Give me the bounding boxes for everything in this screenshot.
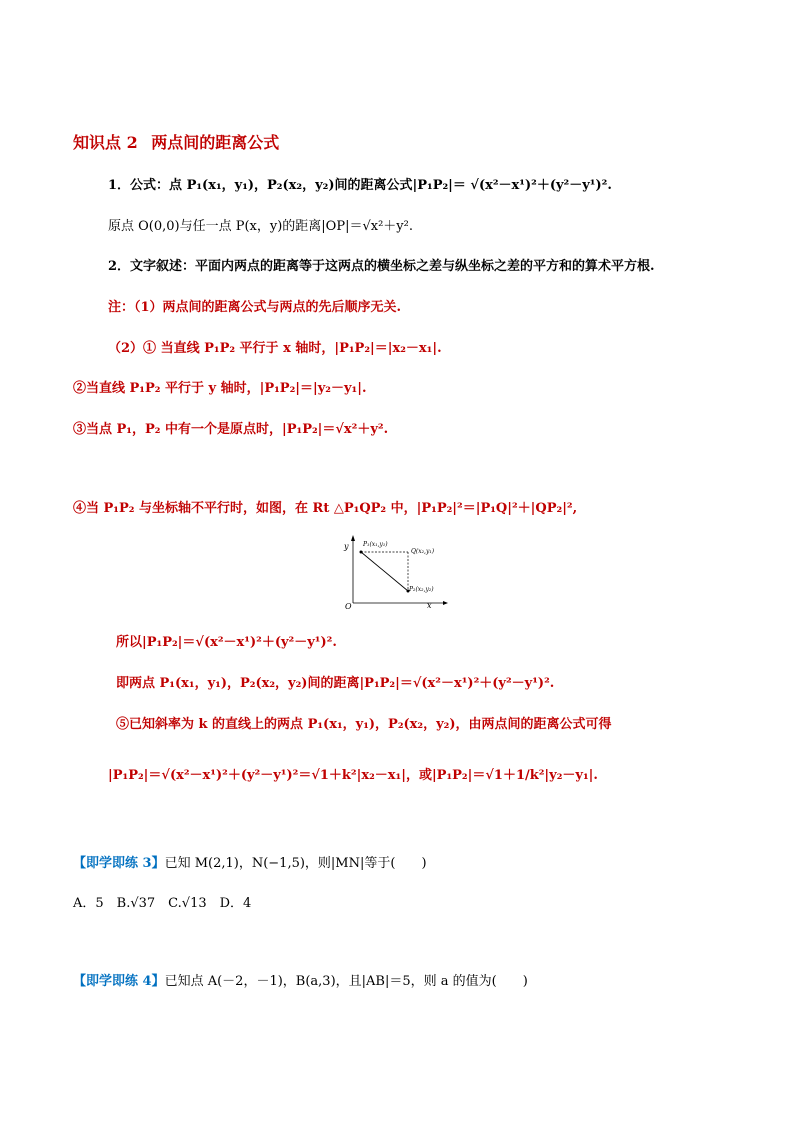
section-text: 两点间的距离公式 xyxy=(151,133,280,152)
note-1-line: 注：（1）两点间的距离公式与两点的先后顺序无关. xyxy=(108,300,402,315)
formula-line: 1．公式：点 P₁(x₁，y₁)，P₂(x₂，y₂)间的距离公式|P₁P₂|＝ √(x²－x¹)²＋(y²－y¹)². xyxy=(108,178,612,193)
exercise-3-options: A．5 B.√37 C.√13 D．4 xyxy=(73,896,252,911)
exercise-4-text: 已知点 A(－2，－1)，B(a,3)，且|AB|＝5，则 a 的值为( ) xyxy=(164,974,528,989)
p1-label: P₁(x₁,y₁) xyxy=(363,541,388,548)
exercise-3-text: 已知 M(2,1)，N(−1,5)，则|MN|等于( ) xyxy=(164,856,427,871)
x-axis-label: x xyxy=(427,601,432,610)
section-title xyxy=(73,130,279,153)
note-2-2-line: ②当直线 P₁P₂ 平行于 y 轴时，|P₁P₂|＝|y₂－y₁|. xyxy=(73,381,367,396)
so-line: 所以|P₁P₂|＝√(x²－x¹)²＋(y²－y¹)². xyxy=(116,635,337,650)
x-axis-arrow xyxy=(443,601,448,605)
note-2-4-line: ④当 P₁P₂ 与坐标轴不平行时，如图，在 Rt △P₁QP₂ 中，|P₁P₂|²＝|P₁Q|²＋|QP₂|², xyxy=(73,501,578,516)
text-description-line: 2．文字叙述：平面内两点的距离等于这两点的横坐标之差与纵坐标之差的平方和的算术平方根. xyxy=(108,259,655,274)
note-2-5-line: ⑤已知斜率为 k 的直线上的两点 P₁(x₁，y₁)，P₂(x₂，y₂)，由两点间的距离公式可得 xyxy=(116,717,612,732)
y-axis-label: y xyxy=(344,542,349,551)
coordinate-figure xyxy=(343,535,453,610)
i-e-line: 即两点 P₁(x₁，y₁)，P₂(x₂，y₂)间的距离|P₁P₂|＝√(x²－x¹)²＋(y²－y¹)². xyxy=(116,676,555,691)
note-2-3-line: ③当点 P₁，P₂ 中有一个是原点时，|P₁P₂|＝√x²＋y². xyxy=(73,422,389,437)
q-label: Q(x₂,y₁) xyxy=(411,548,435,555)
y-axis-arrow xyxy=(351,535,355,541)
p1-p2-segment xyxy=(361,552,408,591)
point-p1 xyxy=(360,551,363,554)
exercise-4-tag: 【即学即练 4】 xyxy=(73,974,165,989)
exercise-3 xyxy=(73,855,427,873)
note-2-1-line: （2）① 当直线 P₁P₂ 平行于 x 轴时，|P₁P₂|＝|x₂－x₁|. xyxy=(108,341,442,356)
slope-formula-line: |P₁P₂|＝√(x²－x¹)²＋(y²－y¹)²＝√1＋k²|x₂－x₁|，或|P₁P₂|＝√1＋1/k²|y₂－y₁|. xyxy=(108,768,598,783)
section-label: 知识点 2 xyxy=(73,133,138,152)
exercise-4 xyxy=(73,973,528,991)
p2-label: P₂(x₂,y₂) xyxy=(409,586,434,593)
origin-label: O xyxy=(345,602,352,610)
exercise-3-tag: 【即学即练 3】 xyxy=(73,856,165,871)
origin-distance-line: 原点 O(0,0)与任一点 P(x，y)的距离|OP|＝√x²＋y². xyxy=(108,219,413,234)
